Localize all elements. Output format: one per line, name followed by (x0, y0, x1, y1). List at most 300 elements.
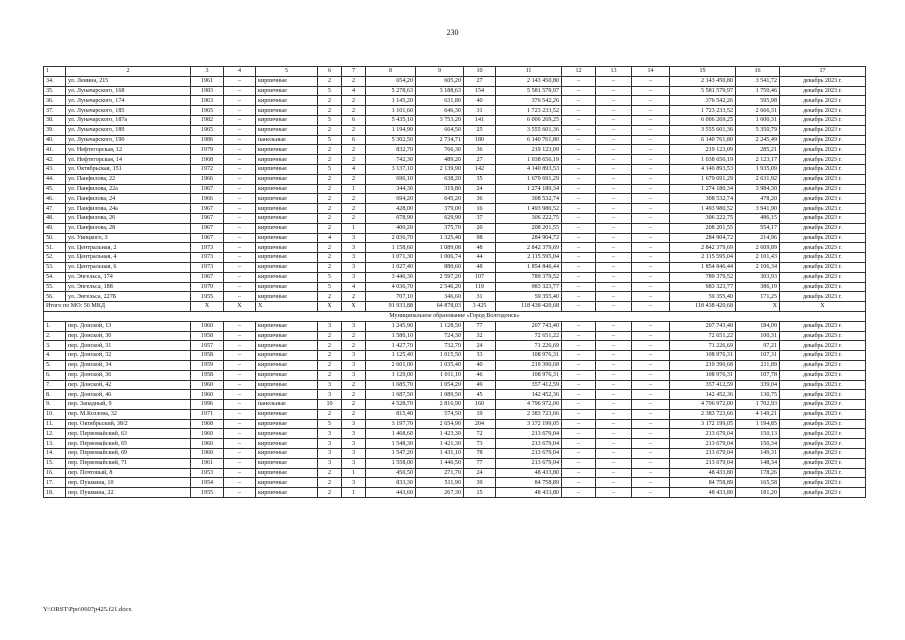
table-cell: 204 (464, 419, 496, 429)
table-cell: – (632, 125, 670, 135)
table-cell: 72 (464, 429, 496, 439)
table-cell: 376 542,26 (496, 96, 562, 106)
table-cell: декабрь 2023 г. (780, 409, 866, 419)
table-row (44, 125, 866, 135)
table-cell: 1 158,60 (366, 243, 416, 253)
table-cell: 3 440,30 (366, 272, 416, 282)
table-cell: – (632, 419, 670, 429)
table-cell: кирпичные (256, 478, 318, 488)
table-cell: 1 427,70 (366, 341, 416, 351)
table-row (44, 76, 866, 86)
table-cell: декабрь 2023 г. (780, 321, 866, 331)
table-cell: 15 (464, 488, 496, 498)
table-cell: 2 (318, 262, 342, 272)
table-row (44, 292, 866, 302)
table-cell: кирпичные (256, 439, 318, 449)
table-cell: 1960 (191, 439, 224, 449)
table-cell: 219 390,68 (496, 360, 562, 370)
table-cell: X (736, 302, 780, 312)
table-cell: 1 (342, 184, 366, 194)
table-cell: – (224, 390, 256, 400)
table-cell: кирпичные (256, 351, 318, 361)
table-cell: 880,60 (416, 262, 464, 272)
table-cell: ул. Панфилова, 24 (66, 194, 191, 204)
table-cell: 184,09 (736, 321, 780, 331)
table-cell: 1 854 846,44 (496, 262, 562, 272)
table-cell: 148,34 (736, 458, 780, 468)
table-row (44, 341, 866, 351)
table-cell: 43. (44, 164, 66, 174)
table-cell: 12 (562, 67, 596, 77)
table-cell: 3 (342, 253, 366, 263)
table-cell: ул. Энгельса, 227Б (66, 292, 191, 302)
table-cell: 6. (44, 370, 66, 380)
table-cell: 2 (66, 67, 191, 77)
table-cell: декабрь 2023 г. (780, 419, 866, 429)
table-cell: 2 (342, 400, 366, 410)
table-cell: 213 679,04 (670, 439, 736, 449)
table-cell: 6 140 761,80 (670, 135, 736, 145)
table-cell: – (632, 86, 670, 96)
table-cell: 2 036,70 (366, 233, 416, 243)
table-cell: декабрь 2023 г. (780, 204, 866, 214)
table-cell: – (596, 488, 632, 498)
table-cell: – (224, 439, 256, 449)
table-cell: – (596, 449, 632, 459)
total-row (44, 302, 866, 312)
table-cell: – (632, 292, 670, 302)
table-cell: 3 (342, 360, 366, 370)
table-cell: 141 (464, 115, 496, 125)
table-cell: 346,60 (416, 292, 464, 302)
table-cell: 130,75 (736, 390, 780, 400)
table-cell: – (596, 164, 632, 174)
table-cell: – (596, 292, 632, 302)
table-cell: 154 (464, 86, 496, 96)
table-cell: 150,13 (736, 429, 780, 439)
table-cell: декабрь 2023 г. (780, 360, 866, 370)
table-cell: – (632, 488, 670, 498)
table-cell: 654,20 (366, 76, 416, 86)
table-cell: 100,31 (736, 331, 780, 341)
table-cell: 983 323,77 (496, 282, 562, 292)
table-cell: 1979 (191, 145, 224, 155)
table-cell: – (632, 213, 670, 223)
table-cell: – (224, 468, 256, 478)
table-cell: декабрь 2023 г. (780, 145, 866, 155)
table-cell: – (632, 478, 670, 488)
table-cell: – (224, 400, 256, 410)
table-cell: 1 245,90 (366, 321, 416, 331)
table-cell: ул. Энгельса, 188 (66, 282, 191, 292)
table-cell: ул. Ленина, 215 (66, 76, 191, 86)
table-cell: – (632, 380, 670, 390)
table-cell: 207 743,40 (496, 321, 562, 331)
table-cell: ул. Панфилова, 28 (66, 223, 191, 233)
table-cell: ул. Луначарского, 189 (66, 125, 191, 135)
table-cell: 1973 (191, 243, 224, 253)
table-cell: 376 542,26 (670, 96, 736, 106)
table-cell: 36 (464, 145, 496, 155)
table-cell: 1967 (191, 272, 224, 282)
table-cell: 2 (342, 106, 366, 116)
table-cell: 56. (44, 292, 66, 302)
table-cell: 3 (342, 243, 366, 253)
table-cell: 2 (342, 125, 366, 135)
table-cell: 1 (342, 468, 366, 478)
table-row (44, 96, 866, 106)
table-cell: 2 (342, 292, 366, 302)
table-cell: 213 679,04 (496, 429, 562, 439)
table-cell: 1 035,40 (416, 360, 464, 370)
table-cell: 46 (464, 370, 496, 380)
table-row (44, 458, 866, 468)
table-cell: 54. (44, 272, 66, 282)
table-cell: 27 (464, 76, 496, 86)
table-cell: 2 (342, 341, 366, 351)
table-cell: 3. (44, 341, 66, 351)
table-cell: 42. (44, 155, 66, 165)
table-cell: 14 (632, 67, 670, 77)
table-cell: – (596, 429, 632, 439)
table-cell: – (224, 164, 256, 174)
table-cell: – (562, 174, 596, 184)
table-cell: – (596, 272, 632, 282)
table-cell: 211,89 (736, 360, 780, 370)
table-cell: – (632, 155, 670, 165)
table-cell: – (562, 164, 596, 174)
table-cell: 5 (318, 272, 342, 282)
table-row (44, 439, 866, 449)
table-cell: 2 143 450,80 (670, 76, 736, 86)
table-cell: 629,90 (416, 213, 464, 223)
table-cell: кирпичные (256, 380, 318, 390)
table-cell: – (596, 341, 632, 351)
table-cell: 44 (464, 253, 496, 263)
table-cell: Итого по МО: 56 МКД (44, 302, 191, 312)
table-cell: 208 201,55 (670, 223, 736, 233)
table-cell: 1960 (191, 429, 224, 439)
table-cell: 1963 (191, 96, 224, 106)
table-cell: 1. (44, 321, 66, 331)
table-cell: 511,90 (416, 478, 464, 488)
table-cell: 2 (342, 213, 366, 223)
table-cell: – (224, 292, 256, 302)
table-cell: 48 433,80 (496, 488, 562, 498)
table-cell: 24 (464, 184, 496, 194)
table-cell: 4. (44, 351, 66, 361)
table-cell: 44. (44, 174, 66, 184)
table-cell: 489,20 (416, 155, 464, 165)
table-cell: 7. (44, 380, 66, 390)
table-cell: 1 685,70 (366, 380, 416, 390)
table-cell: – (562, 96, 596, 106)
table-row (44, 419, 866, 429)
table-cell: 1 493 980,52 (670, 204, 736, 214)
table-cell: 4 (342, 86, 366, 96)
table-cell: ул. Луначарского, 190 (66, 135, 191, 145)
table-cell: 37 (464, 213, 496, 223)
table-cell: ул. Центральная, 4 (66, 253, 191, 263)
table-cell: декабрь 2023 г. (780, 478, 866, 488)
table-cell: – (224, 360, 256, 370)
table-cell: 1958 (191, 370, 224, 380)
table-cell: 3 (318, 390, 342, 400)
table-cell: 2 (342, 145, 366, 155)
table-cell: 694,20 (366, 194, 416, 204)
table-cell: 1967 (191, 223, 224, 233)
table-cell: 8 (366, 67, 416, 77)
table-cell: 2 734,71 (416, 135, 464, 145)
table-cell: 3 (342, 449, 366, 459)
table-cell: 1 679 691,29 (670, 174, 736, 184)
table-cell: 2 (318, 174, 342, 184)
table-cell: 1972 (191, 164, 224, 174)
table-row (44, 360, 866, 370)
table-cell: декабрь 2023 г. (780, 253, 866, 263)
table-cell: 48 433,80 (670, 468, 736, 478)
table-cell: 108 976,31 (496, 370, 562, 380)
table-cell: – (224, 458, 256, 468)
table-cell: 386,19 (736, 282, 780, 292)
table-cell: кирпичные (256, 331, 318, 341)
table-cell: 3 (318, 458, 342, 468)
table-cell: кирпичные (256, 253, 318, 263)
table-cell: 1 054,20 (416, 380, 464, 390)
table-cell: декабрь 2023 г. (780, 370, 866, 380)
table-cell: – (562, 76, 596, 86)
table-cell: 118 438 420,68 (496, 302, 562, 312)
table-row (44, 380, 866, 390)
page-number: 230 (446, 28, 459, 37)
table-cell: 64 878,03 (416, 302, 464, 312)
table-cell: – (596, 400, 632, 410)
table-cell: – (562, 439, 596, 449)
table-cell: 1 325,40 (416, 233, 464, 243)
table-cell: пер. Донской, 30 (66, 331, 191, 341)
table-row (44, 164, 866, 174)
table-cell: 48 (464, 262, 496, 272)
table-cell: – (562, 409, 596, 419)
table-cell: – (632, 321, 670, 331)
table-cell: 77 (464, 458, 496, 468)
table-cell: декабрь 2023 г. (780, 115, 866, 125)
table-cell: 12. (44, 429, 66, 439)
table-cell: ул. Луначарского, 185 (66, 106, 191, 116)
table-cell: – (632, 370, 670, 380)
table-cell: 38. (44, 115, 66, 125)
table-cell: декабрь 2023 г. (780, 135, 866, 145)
table-cell: 306 222,75 (670, 213, 736, 223)
table-cell: 4 796 972,00 (670, 400, 736, 410)
table-cell: 19 (464, 409, 496, 419)
table-cell: – (632, 223, 670, 233)
table-cell: 357 412,59 (496, 380, 562, 390)
table-cell: 3 941,90 (736, 204, 780, 214)
table-cell: декабрь 2023 г. (780, 155, 866, 165)
table-cell: 2 (342, 390, 366, 400)
table-cell: – (596, 370, 632, 380)
table-cell: 732,70 (416, 341, 464, 351)
table-cell: 11. (44, 419, 66, 429)
table-cell: кирпичные (256, 125, 318, 135)
table-cell: 107,78 (736, 370, 780, 380)
table-cell: 3 (342, 321, 366, 331)
table-row (44, 155, 866, 165)
table-cell: декабрь 2023 г. (780, 262, 866, 272)
table-row (44, 145, 866, 155)
table-cell: 2 (318, 370, 342, 380)
table-cell: – (224, 351, 256, 361)
table-cell: 1 006,74 (416, 253, 464, 263)
table-cell: 5 (256, 67, 318, 77)
table-cell: 213 679,04 (496, 449, 562, 459)
table-cell: 2 816,90 (416, 400, 464, 410)
table-cell: – (562, 351, 596, 361)
table-cell: декабрь 2023 г. (780, 458, 866, 468)
table-cell: – (224, 223, 256, 233)
table-cell: – (562, 145, 596, 155)
table-row (44, 115, 866, 125)
table-cell: 1 558,00 (366, 458, 416, 468)
table-cell: – (562, 204, 596, 214)
table-cell: – (562, 331, 596, 341)
table-cell: – (562, 380, 596, 390)
table-cell: – (596, 194, 632, 204)
table-cell: 2 (318, 76, 342, 86)
table-cell: 5 (318, 86, 342, 96)
table-cell: 832,70 (366, 145, 416, 155)
table-cell: 142 (464, 164, 496, 174)
table-cell: пер. М.Козлова, 32 (66, 409, 191, 419)
table-cell: пер. Первомайский, 71 (66, 458, 191, 468)
table-cell: 2 (342, 155, 366, 165)
table-cell: – (562, 488, 596, 498)
table-cell: 2 (318, 213, 342, 223)
table-cell: 2. (44, 331, 66, 341)
table-cell: 1 125,40 (366, 351, 416, 361)
table-cell: – (596, 174, 632, 184)
table-cell: 16 (736, 67, 780, 77)
table-cell: 6 (318, 67, 342, 77)
table-cell: – (632, 135, 670, 145)
table-cell: 78 (464, 449, 496, 459)
table-cell: 3 188,63 (416, 86, 464, 96)
table-row (44, 429, 866, 439)
table-cell: декабрь 2023 г. (780, 213, 866, 223)
table-cell: 84 758,89 (496, 478, 562, 488)
table-cell: – (562, 243, 596, 253)
table-cell: 2 (342, 194, 366, 204)
table-cell: 214,96 (736, 233, 780, 243)
table-cell: 208 201,55 (496, 223, 562, 233)
table-cell: пер. Донской, 13 (66, 321, 191, 331)
table-cell: 37. (44, 106, 66, 116)
column-number-row (44, 67, 866, 77)
table-cell: – (632, 184, 670, 194)
table-cell: 6 140 761,80 (496, 135, 562, 145)
table-row (44, 213, 866, 223)
table-cell: 1967 (191, 233, 224, 243)
table-cell: – (562, 135, 596, 145)
table-cell: 13. (44, 439, 66, 449)
table-cell: 1966 (191, 174, 224, 184)
table-cell: – (596, 253, 632, 263)
table-cell: 13 (596, 67, 632, 77)
table-cell: 3 (342, 458, 366, 468)
table-cell: – (562, 390, 596, 400)
table-cell: 1961 (191, 458, 224, 468)
table-cell: 52. (44, 253, 66, 263)
table-cell: 3 984,30 (736, 184, 780, 194)
table-cell: 2 115 595,04 (670, 253, 736, 263)
table-cell: ул. Энгельса, 174 (66, 272, 191, 282)
table-cell: 1 547,20 (366, 449, 416, 459)
table-cell: пер. Пушкина, 22 (66, 488, 191, 498)
table-cell: 1961 (191, 76, 224, 86)
table-cell: 766,30 (416, 145, 464, 155)
table-cell: 50. (44, 233, 66, 243)
table-cell: кирпичные (256, 164, 318, 174)
table-cell: панельные (256, 400, 318, 410)
table-cell: 207 743,40 (670, 321, 736, 331)
table-cell: 16 (464, 204, 496, 214)
table-cell: 344,30 (366, 184, 416, 194)
table-cell: ул. Луначарского, 174 (66, 96, 191, 106)
table-cell: 1 440,50 (416, 458, 464, 468)
table-cell: 4 149,21 (736, 409, 780, 419)
table-cell: 48. (44, 213, 66, 223)
table-cell: 3 137,10 (366, 164, 416, 174)
table-cell: – (632, 302, 670, 312)
table-cell: – (596, 302, 632, 312)
table-cell: 15 (670, 67, 736, 77)
table-cell: 284 904,72 (496, 233, 562, 243)
table-cell: 3 753,20 (416, 115, 464, 125)
table-cell: 1973 (191, 262, 224, 272)
table-cell: ул. Луначарского, 168 (66, 86, 191, 96)
table-row (44, 106, 866, 116)
table-cell: 2 (318, 243, 342, 253)
table-cell: 486,15 (736, 213, 780, 223)
table-cell: – (632, 272, 670, 282)
table-cell: – (596, 155, 632, 165)
table-cell: 72 651,22 (670, 331, 736, 341)
table-cell: 33 (464, 351, 496, 361)
table-cell: – (596, 86, 632, 96)
table-cell: 2 654,90 (416, 419, 464, 429)
table-cell: 2 842 379,69 (670, 243, 736, 253)
table-cell: кирпичные (256, 106, 318, 116)
table-cell: 213 679,04 (670, 449, 736, 459)
table-cell: 1960 (191, 390, 224, 400)
table-cell: 306 222,75 (496, 213, 562, 223)
table-cell: 178,26 (736, 468, 780, 478)
table-cell: 4 (342, 164, 366, 174)
table-cell: – (596, 478, 632, 488)
table-cell: 1955 (191, 488, 224, 498)
table-cell: 1 548,30 (366, 439, 416, 449)
table-cell: 375,70 (416, 223, 464, 233)
table-cell: – (632, 253, 670, 263)
table-cell: – (596, 96, 632, 106)
table-cell: 1965 (191, 106, 224, 116)
table-cell: 180 (464, 135, 496, 145)
table-cell: 1 274 180,34 (496, 184, 562, 194)
table-cell: 10 (464, 67, 496, 77)
table-cell: декабрь 2023 г. (780, 351, 866, 361)
table-cell: декабрь 2023 г. (780, 449, 866, 459)
